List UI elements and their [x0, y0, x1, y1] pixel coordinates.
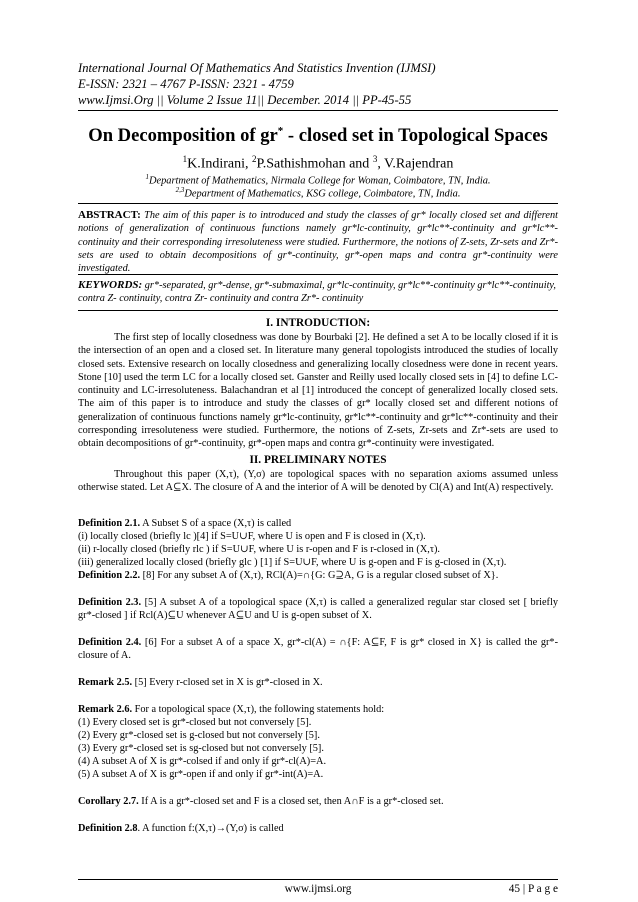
- definition-text: [6] For a subset A of a space X, gr*-cl(A) = ∩{F: A⊆F, F is gr* closed in X} is called the gr*-closure of A.: [78, 637, 558, 662]
- section-heading-preliminary: II. PRELIMINARY NOTES: [249, 454, 387, 466]
- remark-text: For a topological space (X,τ), the following statements hold:: [132, 704, 385, 715]
- footer-website: www.ijmsi.org: [284, 883, 352, 895]
- definition-2-1-item: (iii) generalized locally closed (briefly glc ) [1] if S=U∪F, where U is g-open and F is g-closed in (X,τ).: [78, 557, 507, 568]
- keywords-rule: [78, 310, 558, 311]
- definition-2-3: [78, 596, 558, 623]
- definition-text: [5] A subset A of a topological space (X,τ) is called a generalized regular star closed set [ briefly gr*-closed ] if Rcl(A)⊆U whenever A⊆U and U is g-open subset of X.: [78, 597, 558, 622]
- abstract-text: The aim of this paper is to introduced and study the classes of gr* locally closed set and different notions of generalization of continuous functions namely gr*lc-continuity, gr*lc**-continuity and gr*lc**-continuity and their corresponding irresoluteness were studied. Furthermore, the notions of Z-sets, Zr-sets and Zr*-sets are used to obtain decompositions of gr*-continuity, gr*-open maps and contra gr*-continuity were investigated.: [78, 210, 558, 275]
- remark-text: [5] Every r-closed set in X is gr*-closed in X.: [132, 677, 323, 688]
- remark-2-6: [78, 703, 558, 716]
- definition-2-1: [78, 517, 558, 530]
- definition-2-4: [78, 636, 558, 663]
- preliminary-paragraph: Throughout this paper (X,τ), (Y,σ) are topological spaces with no separation axioms assumed unless otherwise stated. Let A⊆X. The closure of A and the interior of A will be denoted by Cl(A) and Int(A) respectively.: [78, 469, 558, 494]
- author-sup: 3: [372, 154, 378, 164]
- author-name: K.Indirani,: [187, 156, 253, 172]
- journal-header: [78, 60, 558, 108]
- remark-2-5: [78, 676, 558, 689]
- abstract-label: ABSTRACT:: [78, 209, 141, 221]
- journal-volume: www.Ijmsi.Org || Volume 2 Issue 11|| December. 2014 || PP-45-55: [78, 93, 412, 107]
- definition-2-1-item: (ii) r-locally closed (briefly rlc ) if S=U∪F, where U is r-open and F is r-closed in (X,τ).: [78, 544, 440, 555]
- definition-2-1-item: (i) locally closed (briefly lc )[4] if S=U∪F, where U is open and F is closed in (X,τ).: [78, 531, 426, 542]
- remark-2-6-item: (5) A subset A of X is gr*-open if and only if gr*-int(A)=A.: [78, 769, 324, 780]
- definition-text: . A function f:(X,τ)→(Y,σ) is called: [137, 823, 284, 834]
- footer-page-number: 45 | P a g e: [508, 883, 558, 895]
- definition-label: Definition 2.2.: [78, 570, 141, 581]
- affiliation-2: [78, 184, 558, 200]
- abstract-bottom-rule: [78, 274, 558, 275]
- journal-issn: E-ISSN: 2321 – 4767 P-ISSN: 2321 - 4759: [78, 77, 294, 91]
- affiliation-sup: 1: [145, 173, 149, 181]
- definition-label: Definition 2.4.: [78, 637, 142, 648]
- section-heading-introduction: I. INTRODUCTION:: [265, 317, 371, 329]
- author-sup: 2: [252, 154, 257, 164]
- affiliation-text: Department of Mathematics, Nirmala College for Woman, Coimbatore, TN, India.: [148, 175, 491, 187]
- definition-label: Definition 2.1.: [78, 518, 141, 529]
- title-text-end: - closed set in Topological Spaces: [283, 125, 548, 147]
- remark-label: Remark 2.6.: [78, 704, 133, 715]
- definition-2-8: [78, 822, 558, 835]
- definition-text: A Subset S of a space (X,τ) is called: [140, 518, 292, 529]
- definition-2-2: [78, 569, 558, 582]
- title-text: On Decomposition of gr: [88, 125, 278, 147]
- corollary-text: If A is a gr*-closed set and F is a closed set, then A∩F is a gr*-closed set.: [138, 796, 444, 807]
- keywords: [78, 279, 558, 306]
- keywords-label: KEYWORDS:: [78, 279, 143, 291]
- author-name: , V.Rajendran: [377, 156, 454, 172]
- abstract-top-rule: [78, 203, 558, 204]
- affiliation-sup: 2,3: [175, 186, 185, 194]
- affiliation-text: Department of Mathematics, KSG college, Coimbatore, TN, India.: [184, 188, 461, 200]
- definition-text: [8] For any subset A of (X,τ), RCl(A)=∩{G: G⊇A, G is a regular closed subset of X}.: [140, 570, 499, 581]
- footer-rule: [78, 879, 558, 880]
- remark-label: Remark 2.5.: [78, 677, 133, 688]
- introduction-paragraph: The first step of locally closedness was done by Bourbaki [2]. He defined a set A to be locally closed if it is the intersection of an open and a closed set. In literature many general topologists introduced the studies of locally closed sets. Extensive research on locally closedness and generalizing locally closedness were done in recent years. Stone [10] used the term LC for a locally closed set. Ganster and Reilly used locally closed sets in [4] to define LC-continuity and LC-irresoluteness. Balachandran et al [1] introduced the concept of generalized locally closed sets. The aim of this paper is to introduce and study the classes of gr* locally closed set and different notions of generalization of continuous functions namely gr*lc-continuity, gr*lc**-continuity and gr*lc**-continuity and their corresponding irresoluteness were studied. Furthermore, the notions of Z-sets, Zr-sets and Zr*-sets are used to obtain decompositions of gr*-continuity, gr*-open maps and contra gr*-continuity were investigated.: [78, 332, 558, 450]
- title-sup: *: [277, 125, 284, 137]
- definition-label: Definition 2.3.: [78, 597, 142, 608]
- definition-label: Definition 2.8: [78, 823, 138, 834]
- remark-2-6-item: (3) Every gr*-closed set is sg-closed but not conversely [5].: [78, 743, 324, 754]
- keywords-text: gr*-separated, gr*-dense, gr*-submaximal, gr*lc-continuity, gr*lc**-continuity gr*lc**-continuity, contra Z- continuity, contra Zr- continuity and contra Zr*- continuity: [78, 280, 557, 305]
- journal-name: International Journal Of Mathematics And Statistics Invention (IJMSI): [78, 61, 436, 75]
- corollary-2-7: [78, 795, 558, 808]
- author-sup: 1: [182, 154, 188, 164]
- corollary-label: Corollary 2.7.: [78, 796, 139, 807]
- header-rule: [78, 110, 558, 111]
- author-name: P.Sathishmohan and: [256, 156, 373, 172]
- remark-2-6-item: (2) Every gr*-closed set is g-closed but not conversely [5].: [78, 730, 320, 741]
- remark-2-6-item: (1) Every closed set is gr*-closed but not conversely [5].: [78, 717, 312, 728]
- abstract: [78, 209, 558, 275]
- paper-title: [78, 120, 558, 147]
- remark-2-6-item: (4) A subset A of X is gr*-colsed if and only if gr*-cl(A)=A.: [78, 756, 327, 767]
